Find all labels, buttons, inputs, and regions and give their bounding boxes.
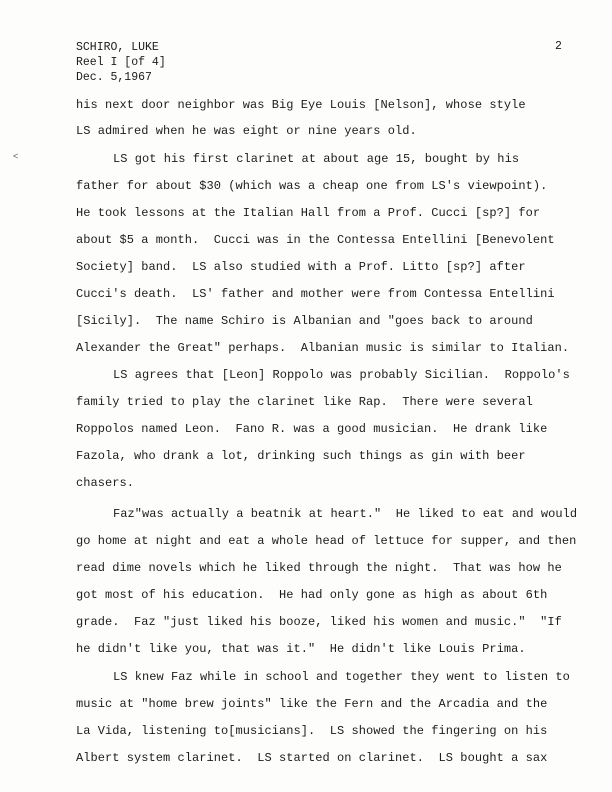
text-line: family tried to play the clarinet like Rap. There were several: [76, 395, 533, 409]
interviewee-name: SCHIRO, LUKE: [76, 41, 159, 54]
text-line: LS got his first clarinet at about age 15, bought by his: [113, 152, 520, 166]
document-header: [76, 40, 166, 85]
text-line: La Vida, listening to[musicians]. LS showed the fingering on his: [76, 724, 548, 738]
text-line: got most of his education. He had only gone as high as about 6th: [76, 588, 548, 602]
text-line: father for about $30 (which was a cheap one from LS's viewpoint).: [76, 179, 548, 193]
text-line: Society] band. LS also studied with a Prof. Litto [sp?] after: [76, 260, 526, 274]
text-line: read dime novels which he liked through the night. That was how he: [76, 561, 562, 575]
text-line: Roppolos named Leon. Fano R. was a good musician. He drank like: [76, 422, 548, 436]
text-line: chasers.: [76, 476, 135, 490]
text-line: his next door neighbor was Big Eye Louis [Nelson], whose style: [76, 98, 526, 112]
scan-speck-icon: ˂: [13, 152, 19, 162]
text-line: music at "home brew joints" like the Fern and the Arcadia and the: [76, 697, 548, 711]
text-line: he didn't like you, that was it." He didn't like Louis Prima.: [76, 642, 526, 656]
page-number: 2: [555, 40, 562, 53]
text-line: [Sicily]. The name Schiro is Albanian and "goes back to around: [76, 314, 533, 328]
text-line: LS admired when he was eight or nine years old.: [76, 124, 417, 138]
text-line: Fazola, who drank a lot, drinking such things as gin with beer: [76, 449, 526, 463]
text-line: Faz"was actually a beatnik at heart." He liked to eat and would: [113, 507, 578, 521]
text-line: grade. Faz "just liked his booze, liked his women and music." "If: [76, 615, 562, 629]
text-line: about $5 a month. Cucci was in the Contessa Entellini [Benevolent: [76, 233, 555, 247]
text-line: go home at night and eat a whole head of lettuce for supper, and then: [76, 534, 577, 548]
text-line: LS agrees that [Leon] Roppolo was probably Sicilian. Roppolo's: [113, 368, 570, 382]
text-line: Albert system clarinet. LS started on clarinet. LS bought a sax: [76, 751, 548, 765]
interview-date: Dec. 5,1967: [76, 71, 152, 84]
reel-label: Reel I [of 4]: [76, 56, 166, 69]
text-line: Alexander the Great" perhaps. Albanian music is similar to Italian.: [76, 341, 570, 355]
text-line: Cucci's death. LS' father and mother were from Contessa Entellini: [76, 287, 555, 301]
text-line: He took lessons at the Italian Hall from a Prof. Cucci [sp?] for: [76, 206, 541, 220]
text-line: LS knew Faz while in school and together they went to listen to: [113, 670, 570, 684]
